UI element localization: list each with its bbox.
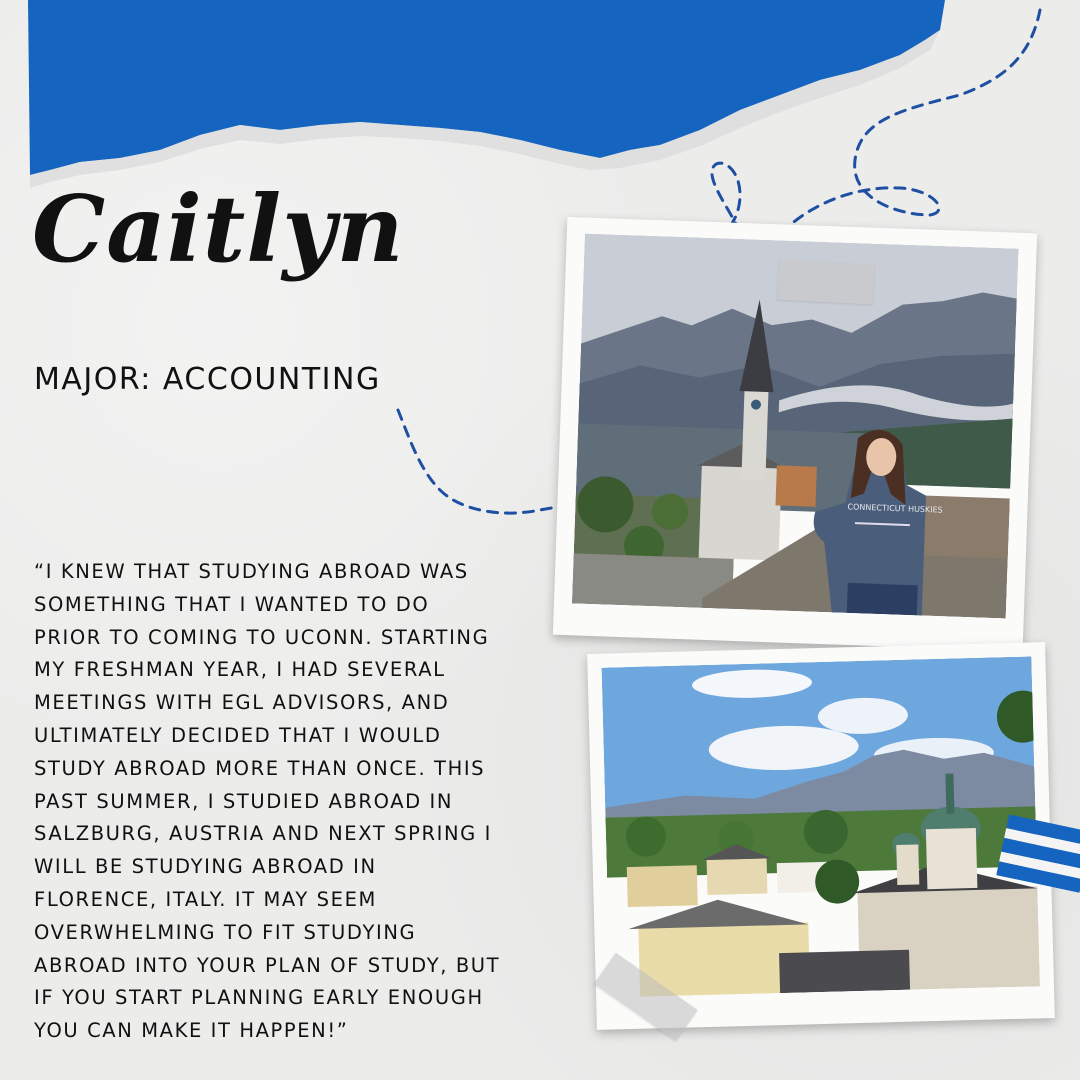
photo-salzburg-city	[602, 656, 1040, 997]
blue-striped-clip	[996, 812, 1080, 902]
profile-name: Caitlyn	[32, 175, 405, 283]
tape-strip-top	[777, 260, 875, 305]
sweatshirt-text: CONNECTICUT HUSKIES	[847, 502, 943, 515]
polaroid-salzburg	[587, 642, 1055, 1030]
testimonial-quote: “I KNEW THAT STUDYING ABROAD WAS SOMETHING THAT I WANTED TO DO PRIOR TO COMING TO UCONN. STARTING MY FRESHMAN YEAR, I HAD SEVERAL MEETINGS WITH EGL ADVISORS, AND ULTIMATELY DECIDED THAT I WOULD STUDY ABROAD MORE THAN ONCE. THIS PAST SUMMER, I STUDIED ABROAD IN SALZBURG, AUSTRIA AND NEXT SPRING I WILL BE STUDYING ABROAD IN FLORENCE, ITALY. IT MAY SEEM OVERWHELMING TO FIT STUDYING ABROAD INTO YOUR PLAN OF STUDY, BUT IF YOU START PLANNING EARLY ENOUGH YOU CAN MAKE IT HAPPEN!”	[34, 560, 501, 1043]
major-label: MAJOR: ACCOUNTING	[34, 362, 381, 397]
torn-blue-banner	[0, 0, 960, 200]
